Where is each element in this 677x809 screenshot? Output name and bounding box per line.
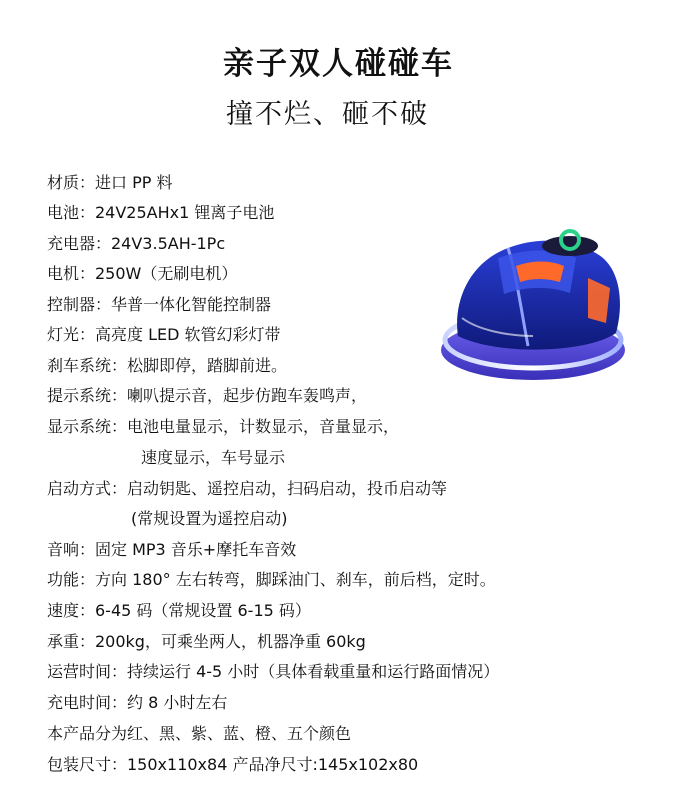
product-title: 亲子双人碰碰车: [223, 46, 454, 82]
spec-display: 显示系统：电池电量显示，计数显示，音量显示，: [47, 417, 400, 436]
spec-charge-time: 充电时间：约 8 小时左右: [47, 693, 228, 712]
spec-brake: 刹车系统：松脚即停，踏脚前进。: [47, 356, 288, 375]
spec-start-note: (常规设置为遥控启动): [131, 509, 288, 528]
spec-display-cont: 速度显示，车号显示: [141, 448, 286, 467]
spec-battery: 电池：24V25AHx1 锂离子电池: [47, 203, 275, 222]
spec-load: 承重：200kg，可乘坐两人，机器净重 60kg: [47, 632, 366, 651]
spec-alert: 提示系统：喇叭提示音，起步仿跑车轰鸣声，: [47, 386, 368, 405]
spec-package-size: 包装尺寸：150x110x84 产品净尺寸:145x102x80: [47, 755, 419, 774]
spec-start: 启动方式：启动钥匙、遥控启动，扫码启动，投币启动等: [47, 479, 448, 498]
product-subtitle: 撞不烂、砸不破: [226, 99, 429, 130]
spec-runtime: 运营时间：持续运行 4-5 小时（具体看载重量和运行路面情况）: [47, 662, 500, 681]
bumper-car-image: [438, 218, 628, 386]
spec-motor: 电机：250W（无刷电机）: [47, 264, 238, 283]
spec-charger: 充电器：24V3.5AH-1Pc: [47, 234, 226, 253]
spec-speed: 速度：6-45 码（常规设置 6-15 码）: [47, 601, 311, 620]
spec-material: 材质：进口 PP 料: [47, 173, 173, 192]
spec-controller: 控制器：华普一体化智能控制器: [47, 295, 272, 314]
spec-colors: 本产品分为红、黑、紫、蓝、橙、五个颜色: [47, 724, 352, 743]
spec-function: 功能：方向 180° 左右转弯，脚踩油门、刹车，前后档，定时。: [47, 570, 496, 589]
spec-audio: 音响：固定 MP3 音乐+摩托车音效: [47, 540, 297, 559]
spec-lights: 灯光：高亮度 LED 软管幻彩灯带: [47, 325, 281, 344]
